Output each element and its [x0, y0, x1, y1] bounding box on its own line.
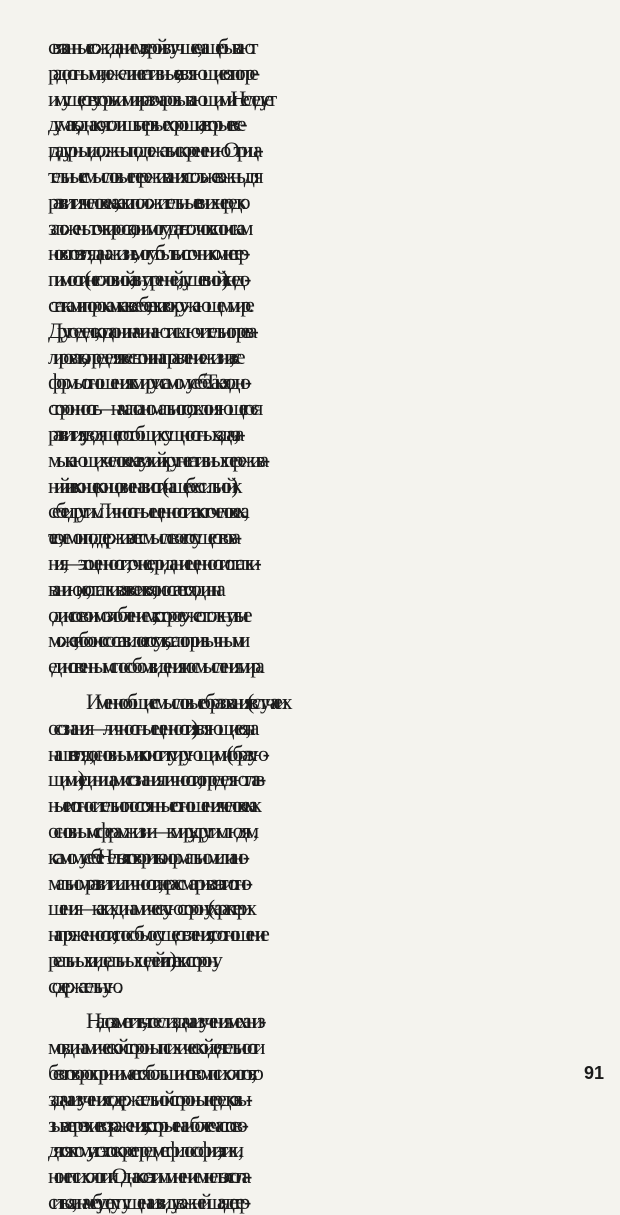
- text-line: ные и относительно постоянные отношения человека к: [48, 792, 256, 818]
- text-line: заложены точки роста, они могут дать толчок к поискам: [48, 214, 248, 240]
- paragraphs: [48, 34, 608, 1215]
- text-line: т. е. то, чем он поддерживает смысл своего существова-: [48, 524, 237, 550]
- text-line: тельные смысловые переживания столь же важны для: [48, 162, 258, 188]
- paragraph: [48, 34, 608, 679]
- text-line: ванию, но, отталкивая все и вся, он остается один на: [48, 575, 220, 601]
- text-line: мыкающих человека в узкий круг негативных пережива-: [48, 446, 265, 472]
- page-number: 91: [583, 1063, 604, 1083]
- text-line: статкам и порокам как в себе, так и в окружающем мире.: [48, 291, 249, 317]
- text-line: имуществу горькими и разочаровывающими. Не следует: [48, 85, 272, 111]
- text-line: осознания — личностные ценности), являющиеся, на: [48, 714, 254, 740]
- text-line: содержательную.: [48, 972, 117, 998]
- text-line: связанные с ожиданием, верой в лучшее, чаще бывают: [48, 34, 253, 59]
- text-line: себе и другим. Личностные ценности такого человека,: [48, 498, 243, 524]
- text-line: задача изучения содержательной стороны нередко вы-: [48, 1085, 247, 1111]
- text-line: один со своим озлоблением, которое уже оттолкнуть не: [48, 601, 247, 627]
- text-line: развития человека, как и положительные: в них нередко: [48, 188, 245, 214]
- text-line: нового взгляда на жизнь, могут быть источником нетер-: [48, 240, 245, 266]
- text-line: ситься, иначе будет упущена из виду важнейшая детер-: [48, 1189, 246, 1215]
- text-line: думать, однако, что лишь первые хороши, а вторые все-: [48, 111, 242, 137]
- text-line: но не психологии. Однако с этим мнением нельзя согла-: [48, 1163, 247, 1189]
- text-line: зывает резкие возражения, которые наиболее часто сво-: [48, 1111, 243, 1137]
- text-line: Надо заметить, что если задача изучения механиз-: [86, 1008, 261, 1034]
- text-line: лировать, определяя весь тон и направление жизни, все: [48, 343, 240, 369]
- paragraph: [48, 1008, 608, 1214]
- text-line: щими) единицами сознания личности, определяют глав-: [48, 766, 261, 792]
- text-line: Другое дело, когда они начинают исключительно прева-: [48, 317, 253, 343]
- text-line: наш взгляд, основными конституирующими (образую-: [48, 740, 264, 766]
- text-line: напряженности, способы осуществления, соотношение: [48, 921, 264, 947]
- paragraph: [48, 689, 608, 999]
- text-line: радостными, нежели негативные, являющиеся по пре-: [48, 59, 254, 85]
- text-line: к самому себе. Нельзя говорить о нормальном или ано-: [48, 843, 244, 869]
- text-line: может, ибо оно составило его суть, стало привычным и: [48, 627, 245, 653]
- text-line: без оговорок принимается большинством психологов, то: [48, 1060, 258, 1086]
- text-line: единственным способом видения и осмысления мира.: [48, 653, 259, 679]
- text-line: мальном развитии личности, не рассматривая эти отно-: [48, 869, 247, 895]
- text-line: ний и в конце концов ненависти (чаще бессильной) к: [48, 472, 237, 498]
- book-page-text: [48, 34, 608, 1215]
- text-line: пимости (не головной, а внутренней, душевной) к недо-: [48, 266, 246, 292]
- text-line: реальных и идеальных целей и т. п.), так и сторону: [48, 946, 217, 972]
- text-line: основным сферам жизни — к миру, к другим людям,: [48, 817, 253, 843]
- text-line: формы отношения к миру и самому себе. Такая одно-: [48, 369, 246, 395]
- text-line: развития, уводящего от общих сущностных задач, за-: [48, 420, 240, 446]
- text-line: мов динамической стороны психической деятельности: [48, 1034, 260, 1060]
- text-line: гда дурны и должны подлежать искоренению. Отрица-: [48, 137, 258, 163]
- text-line: дятся к тому, что это скорее предмет философии, этики,: [48, 1137, 238, 1163]
- text-line: шения — как их динамическую сторону (характер их: [48, 895, 251, 921]
- text-line: ния,— это ценности, точнее, придание ценности отталки-: [48, 549, 256, 575]
- text-line: сторонность — начало аномального, отклоняющегося: [48, 395, 258, 421]
- text-line: Именно общие смысловые образования (в случае их: [86, 688, 287, 714]
